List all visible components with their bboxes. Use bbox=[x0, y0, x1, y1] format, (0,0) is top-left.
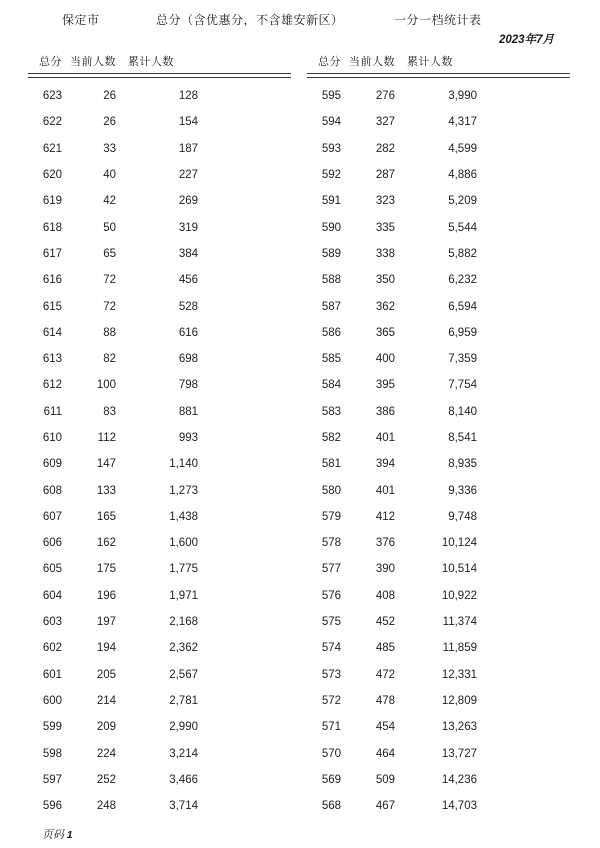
current-count-cell: 327 bbox=[375, 116, 395, 129]
table-row bbox=[307, 504, 570, 530]
cumulative-count-cell: 10,514 bbox=[441, 563, 477, 576]
current-count-cell: 147 bbox=[96, 458, 116, 471]
table-row bbox=[307, 530, 570, 556]
current-count-cell: 26 bbox=[103, 90, 116, 103]
table-row bbox=[28, 767, 291, 793]
header-double-rule bbox=[28, 73, 291, 78]
score-cell: 584 bbox=[321, 379, 341, 392]
current-count-cell: 196 bbox=[96, 589, 116, 602]
current-count-cell: 165 bbox=[96, 510, 116, 523]
current-count-cell: 485 bbox=[375, 642, 395, 655]
cumulative-count-cell: 4,886 bbox=[448, 169, 477, 182]
score-cell: 587 bbox=[321, 300, 341, 313]
table-row bbox=[307, 83, 570, 109]
cumulative-count-cell: 5,544 bbox=[448, 221, 477, 234]
cumulative-count-cell: 13,263 bbox=[441, 721, 477, 734]
column-header-current-count: 当前人数 bbox=[349, 56, 395, 68]
table-row bbox=[307, 793, 570, 819]
table-row bbox=[307, 136, 570, 162]
cumulative-count-cell: 3,214 bbox=[169, 747, 198, 760]
score-cell: 615 bbox=[42, 300, 62, 313]
current-count-cell: 400 bbox=[375, 353, 395, 366]
table-row bbox=[307, 109, 570, 135]
score-cell: 585 bbox=[321, 353, 341, 366]
cumulative-count-cell: 528 bbox=[178, 300, 198, 313]
score-cell: 600 bbox=[42, 694, 62, 707]
current-count-cell: 472 bbox=[375, 668, 395, 681]
document-header bbox=[0, 11, 600, 27]
table-row bbox=[28, 188, 291, 214]
table-row bbox=[307, 372, 570, 398]
current-count-cell: 401 bbox=[375, 432, 395, 444]
cumulative-count-cell: 227 bbox=[178, 169, 198, 182]
current-count-cell: 194 bbox=[96, 642, 116, 655]
score-cell: 623 bbox=[42, 90, 62, 103]
score-cell: 588 bbox=[321, 274, 341, 287]
score-cell: 574 bbox=[321, 642, 341, 655]
current-count-cell: 282 bbox=[375, 142, 395, 155]
score-cell: 605 bbox=[42, 563, 62, 576]
table-row bbox=[28, 609, 291, 635]
cumulative-count-cell: 4,599 bbox=[448, 142, 477, 155]
current-count-cell: 100 bbox=[96, 379, 116, 392]
score-cell: 571 bbox=[321, 721, 341, 734]
score-cell: 579 bbox=[321, 510, 341, 523]
current-count-cell: 394 bbox=[375, 458, 395, 471]
table-row bbox=[28, 477, 291, 503]
table-row bbox=[307, 162, 570, 188]
table-row bbox=[28, 320, 291, 346]
score-cell: 583 bbox=[321, 405, 341, 418]
table-row bbox=[28, 83, 291, 109]
table-row bbox=[28, 714, 291, 740]
current-count-cell: 175 bbox=[96, 563, 116, 576]
score-cell: 601 bbox=[42, 668, 62, 681]
score-cell: 581 bbox=[321, 458, 341, 471]
table-row bbox=[28, 425, 291, 451]
current-count-cell: 197 bbox=[96, 616, 116, 629]
cumulative-count-cell: 8,541 bbox=[448, 432, 477, 444]
table-row bbox=[307, 188, 570, 214]
cumulative-count-cell: 13,727 bbox=[441, 747, 477, 760]
table-row bbox=[307, 609, 570, 635]
cumulative-count-cell: 2,362 bbox=[169, 642, 198, 655]
current-count-cell: 214 bbox=[96, 694, 116, 707]
current-count-cell: 509 bbox=[375, 773, 395, 786]
column-header-current-count: 当前人数 bbox=[70, 56, 116, 68]
cumulative-count-cell: 8,935 bbox=[448, 458, 477, 471]
table-row bbox=[307, 583, 570, 609]
current-count-cell: 65 bbox=[103, 247, 116, 260]
cumulative-count-cell: 12,809 bbox=[441, 694, 477, 707]
page-word: 页码 bbox=[42, 829, 64, 841]
score-cell: 602 bbox=[42, 642, 62, 655]
score-cell: 597 bbox=[42, 773, 62, 786]
cumulative-count-cell: 6,232 bbox=[448, 274, 477, 287]
score-cell: 621 bbox=[42, 142, 62, 155]
current-count-cell: 350 bbox=[375, 274, 395, 287]
current-count-cell: 162 bbox=[96, 537, 116, 550]
table-row bbox=[28, 214, 291, 240]
table-row bbox=[28, 583, 291, 609]
cumulative-count-cell: 6,959 bbox=[448, 326, 477, 339]
table-row bbox=[307, 241, 570, 267]
score-cell: 570 bbox=[321, 747, 341, 760]
current-count-cell: 276 bbox=[375, 90, 395, 103]
current-count-cell: 224 bbox=[96, 747, 116, 760]
current-count-cell: 467 bbox=[375, 800, 395, 813]
table-row bbox=[307, 714, 570, 740]
report-date: 2023年7月 bbox=[499, 34, 554, 46]
current-count-cell: 365 bbox=[375, 326, 395, 339]
table-row bbox=[28, 635, 291, 661]
cumulative-count-cell: 4,317 bbox=[448, 116, 477, 129]
table-row bbox=[307, 451, 570, 477]
cumulative-count-cell: 128 bbox=[178, 90, 198, 103]
score-cell: 613 bbox=[42, 353, 62, 366]
current-count-cell: 112 bbox=[97, 432, 116, 444]
cumulative-count-cell: 2,567 bbox=[169, 668, 198, 681]
cumulative-count-cell: 881 bbox=[178, 405, 198, 418]
table-row bbox=[28, 688, 291, 714]
cumulative-count-cell: 3,714 bbox=[169, 800, 198, 813]
current-count-cell: 40 bbox=[103, 169, 116, 182]
page-footer bbox=[42, 826, 73, 842]
table-row bbox=[307, 477, 570, 503]
cumulative-count-cell: 1,438 bbox=[169, 510, 198, 523]
table-row bbox=[28, 504, 291, 530]
header-double-rule bbox=[307, 73, 570, 78]
report-title: 一分一档统计表 bbox=[394, 13, 482, 27]
cumulative-count-cell: 7,754 bbox=[448, 379, 477, 392]
cumulative-count-cell: 2,168 bbox=[169, 616, 198, 629]
table-row bbox=[307, 293, 570, 319]
column-header-cumulative-count: 累计人数 bbox=[128, 56, 174, 68]
score-cell: 603 bbox=[42, 616, 62, 629]
column-header-cumulative-count: 累计人数 bbox=[407, 56, 453, 68]
cumulative-count-cell: 3,466 bbox=[169, 773, 198, 786]
score-cell: 578 bbox=[321, 537, 341, 550]
current-count-cell: 33 bbox=[103, 142, 116, 155]
table-row bbox=[307, 346, 570, 372]
cumulative-count-cell: 7,359 bbox=[448, 353, 477, 366]
current-count-cell: 390 bbox=[375, 563, 395, 576]
table-row bbox=[28, 241, 291, 267]
table-body bbox=[307, 83, 570, 819]
current-count-cell: 376 bbox=[375, 537, 395, 550]
table-row bbox=[307, 425, 570, 451]
score-cell: 572 bbox=[321, 694, 341, 707]
score-cell: 596 bbox=[42, 800, 62, 813]
table-row bbox=[28, 399, 291, 425]
cumulative-count-cell: 616 bbox=[178, 326, 198, 339]
score-cell: 604 bbox=[42, 589, 62, 602]
current-count-cell: 454 bbox=[375, 721, 395, 734]
score-cell: 590 bbox=[321, 221, 341, 234]
score-cell: 592 bbox=[321, 169, 341, 182]
table-row bbox=[307, 767, 570, 793]
cumulative-count-cell: 269 bbox=[178, 195, 198, 208]
score-cell: 575 bbox=[321, 616, 341, 629]
cumulative-count-cell: 154 bbox=[178, 116, 198, 129]
score-cell: 595 bbox=[321, 90, 341, 103]
cumulative-count-cell: 12,331 bbox=[441, 668, 477, 681]
cumulative-count-cell: 5,209 bbox=[448, 195, 477, 208]
current-count-cell: 42 bbox=[103, 195, 116, 208]
table-row bbox=[307, 635, 570, 661]
cumulative-count-cell: 14,236 bbox=[441, 773, 477, 786]
cumulative-count-cell: 1,600 bbox=[169, 537, 198, 550]
table-row bbox=[28, 372, 291, 398]
table-row bbox=[28, 109, 291, 135]
score-cell: 608 bbox=[42, 484, 62, 497]
current-count-cell: 323 bbox=[375, 195, 395, 208]
score-cell: 617 bbox=[42, 247, 62, 260]
table-row bbox=[28, 136, 291, 162]
table-row bbox=[307, 556, 570, 582]
current-count-cell: 82 bbox=[103, 353, 116, 366]
table-row bbox=[307, 688, 570, 714]
score-cell: 576 bbox=[321, 589, 341, 602]
current-count-cell: 338 bbox=[375, 247, 395, 260]
cumulative-count-cell: 1,140 bbox=[169, 458, 198, 471]
page-number: 1 bbox=[66, 829, 73, 841]
score-cell: 599 bbox=[42, 721, 62, 734]
score-cell: 577 bbox=[321, 563, 341, 576]
table-row bbox=[307, 399, 570, 425]
score-cell: 586 bbox=[321, 326, 341, 339]
table-row bbox=[28, 740, 291, 766]
table-row bbox=[28, 346, 291, 372]
cumulative-count-cell: 319 bbox=[178, 221, 198, 234]
current-count-cell: 205 bbox=[96, 668, 116, 681]
score-cell: 607 bbox=[42, 510, 62, 523]
current-count-cell: 252 bbox=[96, 773, 116, 786]
table-row bbox=[28, 530, 291, 556]
current-count-cell: 335 bbox=[375, 221, 395, 234]
current-count-cell: 72 bbox=[103, 300, 116, 313]
city-label: 保定市 bbox=[62, 13, 100, 27]
cumulative-count-cell: 3,990 bbox=[448, 90, 477, 103]
table-row bbox=[28, 162, 291, 188]
score-cell: 589 bbox=[321, 247, 341, 260]
cumulative-count-cell: 11,859 bbox=[442, 642, 477, 655]
table-row bbox=[28, 293, 291, 319]
score-cell: 610 bbox=[42, 432, 62, 444]
score-cell: 616 bbox=[42, 274, 62, 287]
score-cell: 591 bbox=[321, 195, 341, 208]
current-count-cell: 72 bbox=[103, 274, 116, 287]
score-cell: 611 bbox=[43, 405, 62, 418]
score-type-label: 总分（含优惠分，不含雄安新区） bbox=[156, 13, 344, 27]
current-count-cell: 408 bbox=[375, 589, 395, 602]
current-count-cell: 362 bbox=[375, 300, 395, 313]
cumulative-count-cell: 1,971 bbox=[169, 589, 198, 602]
score-cell: 622 bbox=[42, 116, 62, 129]
table-row bbox=[307, 214, 570, 240]
column-header-score: 总分 bbox=[39, 56, 62, 68]
score-cell: 609 bbox=[42, 458, 62, 471]
cumulative-count-cell: 11,374 bbox=[442, 616, 477, 629]
cumulative-count-cell: 698 bbox=[178, 353, 198, 366]
score-cell: 612 bbox=[42, 379, 62, 392]
table-body bbox=[28, 83, 291, 819]
current-count-cell: 452 bbox=[375, 616, 395, 629]
score-cell: 580 bbox=[321, 484, 341, 497]
current-count-cell: 83 bbox=[103, 405, 116, 418]
cumulative-count-cell: 6,594 bbox=[448, 300, 477, 313]
cumulative-count-cell: 2,990 bbox=[169, 721, 198, 734]
table-header-row bbox=[28, 53, 291, 70]
cumulative-count-cell: 9,748 bbox=[448, 510, 477, 523]
current-count-cell: 395 bbox=[375, 379, 395, 392]
table-row bbox=[28, 793, 291, 819]
current-count-cell: 50 bbox=[103, 221, 116, 234]
current-count-cell: 401 bbox=[375, 484, 395, 497]
score-cell: 606 bbox=[42, 537, 62, 550]
table-header-row bbox=[307, 53, 570, 70]
cumulative-count-cell: 798 bbox=[178, 379, 198, 392]
score-cell: 619 bbox=[42, 195, 62, 208]
cumulative-count-cell: 8,140 bbox=[448, 405, 477, 418]
current-count-cell: 26 bbox=[103, 116, 116, 129]
cumulative-count-cell: 10,124 bbox=[441, 537, 477, 550]
score-cell: 582 bbox=[321, 432, 341, 444]
table-row bbox=[307, 320, 570, 346]
current-count-cell: 287 bbox=[375, 169, 395, 182]
cumulative-count-cell: 5,882 bbox=[448, 247, 477, 260]
score-cell: 594 bbox=[321, 116, 341, 129]
cumulative-count-cell: 14,703 bbox=[441, 800, 477, 813]
score-cell: 614 bbox=[42, 326, 62, 339]
table-row bbox=[307, 740, 570, 766]
current-count-cell: 386 bbox=[375, 405, 395, 418]
current-count-cell: 464 bbox=[375, 747, 395, 760]
table-row bbox=[307, 267, 570, 293]
score-cell: 568 bbox=[321, 800, 341, 813]
cumulative-count-cell: 993 bbox=[178, 432, 198, 444]
table-row bbox=[28, 662, 291, 688]
score-table-right bbox=[307, 53, 570, 819]
score-cell: 593 bbox=[321, 142, 341, 155]
table-row bbox=[28, 267, 291, 293]
current-count-cell: 248 bbox=[96, 800, 116, 813]
cumulative-count-cell: 9,336 bbox=[448, 484, 477, 497]
score-cell: 598 bbox=[42, 747, 62, 760]
current-count-cell: 412 bbox=[375, 510, 395, 523]
cumulative-count-cell: 187 bbox=[178, 142, 198, 155]
current-count-cell: 209 bbox=[96, 721, 116, 734]
table-row bbox=[28, 451, 291, 477]
cumulative-count-cell: 10,922 bbox=[441, 589, 477, 602]
table-row bbox=[28, 556, 291, 582]
score-cell: 618 bbox=[42, 221, 62, 234]
cumulative-count-cell: 456 bbox=[178, 274, 198, 287]
current-count-cell: 133 bbox=[96, 484, 116, 497]
cumulative-count-cell: 1,273 bbox=[169, 484, 198, 497]
current-count-cell: 88 bbox=[103, 326, 116, 339]
score-cell: 620 bbox=[42, 169, 62, 182]
current-count-cell: 478 bbox=[375, 694, 395, 707]
table-row bbox=[307, 662, 570, 688]
cumulative-count-cell: 384 bbox=[178, 247, 198, 260]
score-cell: 569 bbox=[321, 773, 341, 786]
cumulative-count-cell: 2,781 bbox=[169, 694, 198, 707]
cumulative-count-cell: 1,775 bbox=[169, 563, 198, 576]
column-header-score: 总分 bbox=[318, 56, 341, 68]
score-table-left bbox=[28, 53, 291, 819]
score-cell: 573 bbox=[321, 668, 341, 681]
